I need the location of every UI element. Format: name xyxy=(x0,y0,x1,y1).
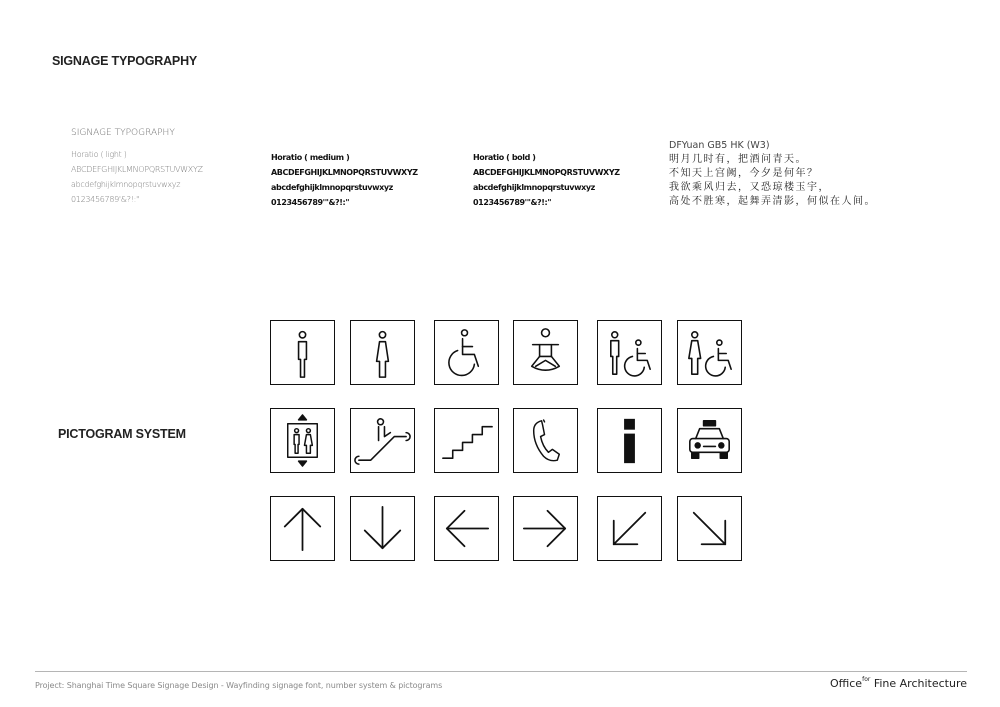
numerals-sample: 0123456789'&?!:" xyxy=(71,195,140,204)
arrow-down-right-icon xyxy=(677,496,742,561)
arrow-right-icon xyxy=(513,496,578,561)
footer-divider xyxy=(35,671,967,672)
male-accessible-restroom-icon xyxy=(597,320,662,385)
lowercase-sample: abcdefghijklmnopqrstuvwxyz xyxy=(71,180,181,189)
taxi-icon xyxy=(677,408,742,473)
section-title-typography: SIGNAGE TYPOGRAPHY xyxy=(52,54,198,68)
font-name-light: Horatio ( light ) xyxy=(71,150,127,159)
information-icon xyxy=(597,408,662,473)
telephone-icon xyxy=(513,408,578,473)
project-caption: Project: Shanghai Time Square Signage Design - Wayfinding signage font, number system & pictograms xyxy=(35,681,443,690)
typeface-chinese-specimen xyxy=(669,138,876,209)
office-sup: for xyxy=(862,676,871,684)
poem-line: 高处不胜寒，起舞弄清影，何似在人间。 xyxy=(669,196,876,207)
uppercase-sample: ABCDEFGHIJKLMNOPQRSTUVWXYZ xyxy=(71,165,203,174)
female-restroom-icon xyxy=(350,320,415,385)
uppercase-sample: ABCDEFGHIJKLMNOPQRSTUVWXYZ xyxy=(271,168,418,177)
office-logo xyxy=(830,677,967,690)
font-name-medium: Horatio ( medium ) xyxy=(271,153,350,162)
arrow-up-icon xyxy=(270,496,335,561)
font-name-chinese: DFYuan GB5 HK (W3) xyxy=(669,140,770,151)
section-title-pictograms: PICTOGRAM SYSTEM xyxy=(58,427,186,441)
numerals-sample: 0123456789'"&?!:" xyxy=(271,198,350,207)
office-name-rest: Fine Architecture xyxy=(870,677,967,690)
arrow-down-left-icon xyxy=(597,496,662,561)
office-name: Office xyxy=(829,677,863,690)
poem-line: 明月几时有，把酒问青天。 xyxy=(669,154,807,165)
elevator-icon xyxy=(270,408,335,473)
baby-changing-icon xyxy=(513,320,578,385)
arrow-down-icon xyxy=(350,496,415,561)
stairs-icon xyxy=(434,408,499,473)
poem-line: 我欲乘风归去，又恐琼楼玉宇， xyxy=(669,182,830,193)
typeface-medium-specimen xyxy=(271,150,418,210)
poem-line: 不知天上宫阙，今夕是何年？ xyxy=(669,168,819,179)
female-accessible-restroom-icon xyxy=(677,320,742,385)
escalator-icon xyxy=(350,408,415,473)
lowercase-sample: abcdefghijklmnopqrstuvwxyz xyxy=(271,183,393,192)
lowercase-sample: abcdefghijklmnopqrstuvwxyz xyxy=(473,183,595,192)
typeface-bold-specimen xyxy=(473,150,620,210)
accessible-icon xyxy=(434,320,499,385)
uppercase-sample: ABCDEFGHIJKLMNOPQRSTUVWXYZ xyxy=(473,168,620,177)
arrow-left-icon xyxy=(434,496,499,561)
specimen-title: SIGNAGE TYPOGRAPHY xyxy=(71,128,175,138)
font-name-bold: Horatio ( bold ) xyxy=(473,153,536,162)
male-restroom-icon xyxy=(270,320,335,385)
numerals-sample: 0123456789'"&?!:" xyxy=(473,198,552,207)
typeface-light-specimen xyxy=(71,126,203,207)
